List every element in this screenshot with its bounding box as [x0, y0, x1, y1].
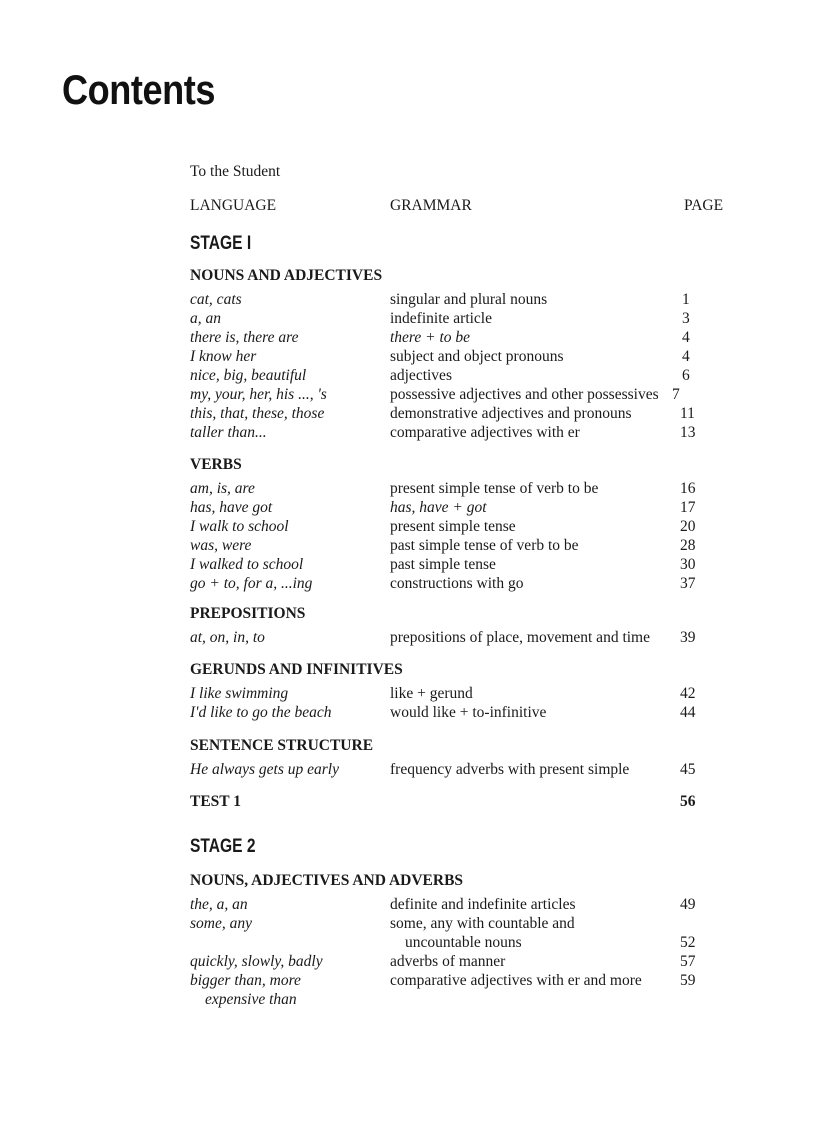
entry-grammar: prepositions of place, movement and time: [390, 629, 650, 646]
stage-heading: STAGE I: [190, 233, 252, 254]
entry-page: 52: [680, 934, 696, 951]
column-header-page: PAGE: [684, 197, 724, 214]
entry-page: 44: [680, 704, 696, 721]
entry-language: this, that, these, those: [190, 405, 325, 422]
entry-language: was, were: [190, 537, 252, 554]
entry-language: cat, cats: [190, 291, 242, 308]
entry-page: 7: [672, 386, 680, 403]
section-heading: PREPOSITIONS: [190, 605, 306, 622]
entry-grammar: singular and plural nouns: [390, 291, 548, 308]
entry-grammar: adjectives: [390, 367, 452, 384]
entry-grammar: constructions with go: [390, 575, 524, 592]
entry-grammar: adverbs of manner: [390, 953, 506, 970]
entry-language: go + to, for a, ...ing: [190, 575, 313, 592]
entry-grammar-continued: uncountable nouns: [405, 934, 522, 951]
entry-language: some, any: [190, 915, 252, 932]
entry-language: a, an: [190, 310, 221, 327]
entry-grammar: indefinite article: [390, 310, 492, 327]
entry-language: He always gets up early: [190, 761, 339, 778]
entry-grammar: demonstrative adjectives and pronouns: [390, 405, 632, 422]
entry-grammar: frequency adverbs with present simple: [390, 761, 630, 778]
entry-page: 20: [680, 518, 696, 535]
entry-page: 6: [682, 367, 690, 384]
entry-language: I like swimming: [190, 685, 289, 702]
entry-page: 42: [680, 685, 696, 702]
entry-language: I know her: [190, 348, 257, 365]
entry-page: 1: [682, 291, 690, 308]
entry-page: 4: [682, 348, 690, 365]
section-heading: NOUNS, ADJECTIVES AND ADVERBS: [190, 872, 464, 889]
section-heading: VERBS: [190, 456, 242, 473]
entry-language: the, a, an: [190, 896, 248, 913]
entry-language: am, is, are: [190, 480, 255, 497]
entry-page: 28: [680, 537, 696, 554]
entry-language: there is, there are: [190, 329, 299, 346]
entry-page: 11: [680, 405, 695, 422]
entry-grammar: comparative adjectives with er: [390, 424, 580, 441]
entry-language: my, your, her, his ..., 's: [190, 386, 327, 403]
entry-page: 4: [682, 329, 690, 346]
section-heading: SENTENCE STRUCTURE: [190, 737, 374, 754]
entry-grammar: subject and object pronouns: [390, 348, 564, 365]
intro-line: To the Student: [190, 163, 281, 180]
entry-language: at, on, in, to: [190, 629, 265, 646]
entry-page: 49: [680, 896, 696, 913]
entry-grammar: comparative adjectives with er and more: [390, 972, 642, 989]
entry-grammar: there + to be: [390, 329, 471, 346]
entry-page: 16: [680, 480, 696, 497]
entry-grammar: past simple tense: [390, 556, 496, 573]
entry-page: 45: [680, 761, 696, 778]
entry-grammar: would like + to-infinitive: [390, 704, 547, 721]
entry-page: 3: [682, 310, 690, 327]
section-heading: NOUNS AND ADJECTIVES: [190, 267, 383, 284]
entry-language: taller than...: [190, 424, 267, 441]
entry-grammar: definite and indefinite articles: [390, 896, 576, 913]
entry-language: I walk to school: [190, 518, 289, 535]
section-heading: GERUNDS AND INFINITIVES: [190, 661, 403, 678]
entry-page: 37: [680, 575, 696, 592]
entry-grammar: possessive adjectives and other possessives: [390, 386, 659, 403]
entry-grammar: past simple tense of verb to be: [390, 537, 579, 554]
entry-language: I'd like to go the beach: [190, 704, 332, 721]
entry-grammar: present simple tense of verb to be: [390, 480, 599, 497]
stage-heading: STAGE 2: [190, 836, 256, 857]
entry-language: I walked to school: [190, 556, 304, 573]
entry-grammar: present simple tense: [390, 518, 516, 535]
page-title: Contents: [62, 66, 216, 113]
entry-page: 59: [680, 972, 696, 989]
entry-page: 57: [680, 953, 696, 970]
test-page: 56: [680, 793, 696, 810]
entry-grammar: has, have + got: [390, 499, 487, 516]
entry-language: bigger than, more: [190, 972, 301, 989]
entry-grammar: like + gerund: [390, 685, 473, 702]
entry-grammar: some, any with countable and: [390, 915, 575, 932]
entry-page: 30: [680, 556, 696, 573]
entry-language: nice, big, beautiful: [190, 367, 307, 384]
entry-language-continued: expensive than: [205, 991, 297, 1008]
entry-page: 39: [680, 629, 696, 646]
column-header-language: LANGUAGE: [190, 197, 277, 214]
entry-language: has, have got: [190, 499, 273, 516]
entry-language: quickly, slowly, badly: [190, 953, 323, 970]
column-header-grammar: GRAMMAR: [390, 197, 472, 214]
entry-page: 17: [680, 499, 696, 516]
entry-page: 13: [680, 424, 696, 441]
test-label: TEST 1: [190, 793, 241, 810]
